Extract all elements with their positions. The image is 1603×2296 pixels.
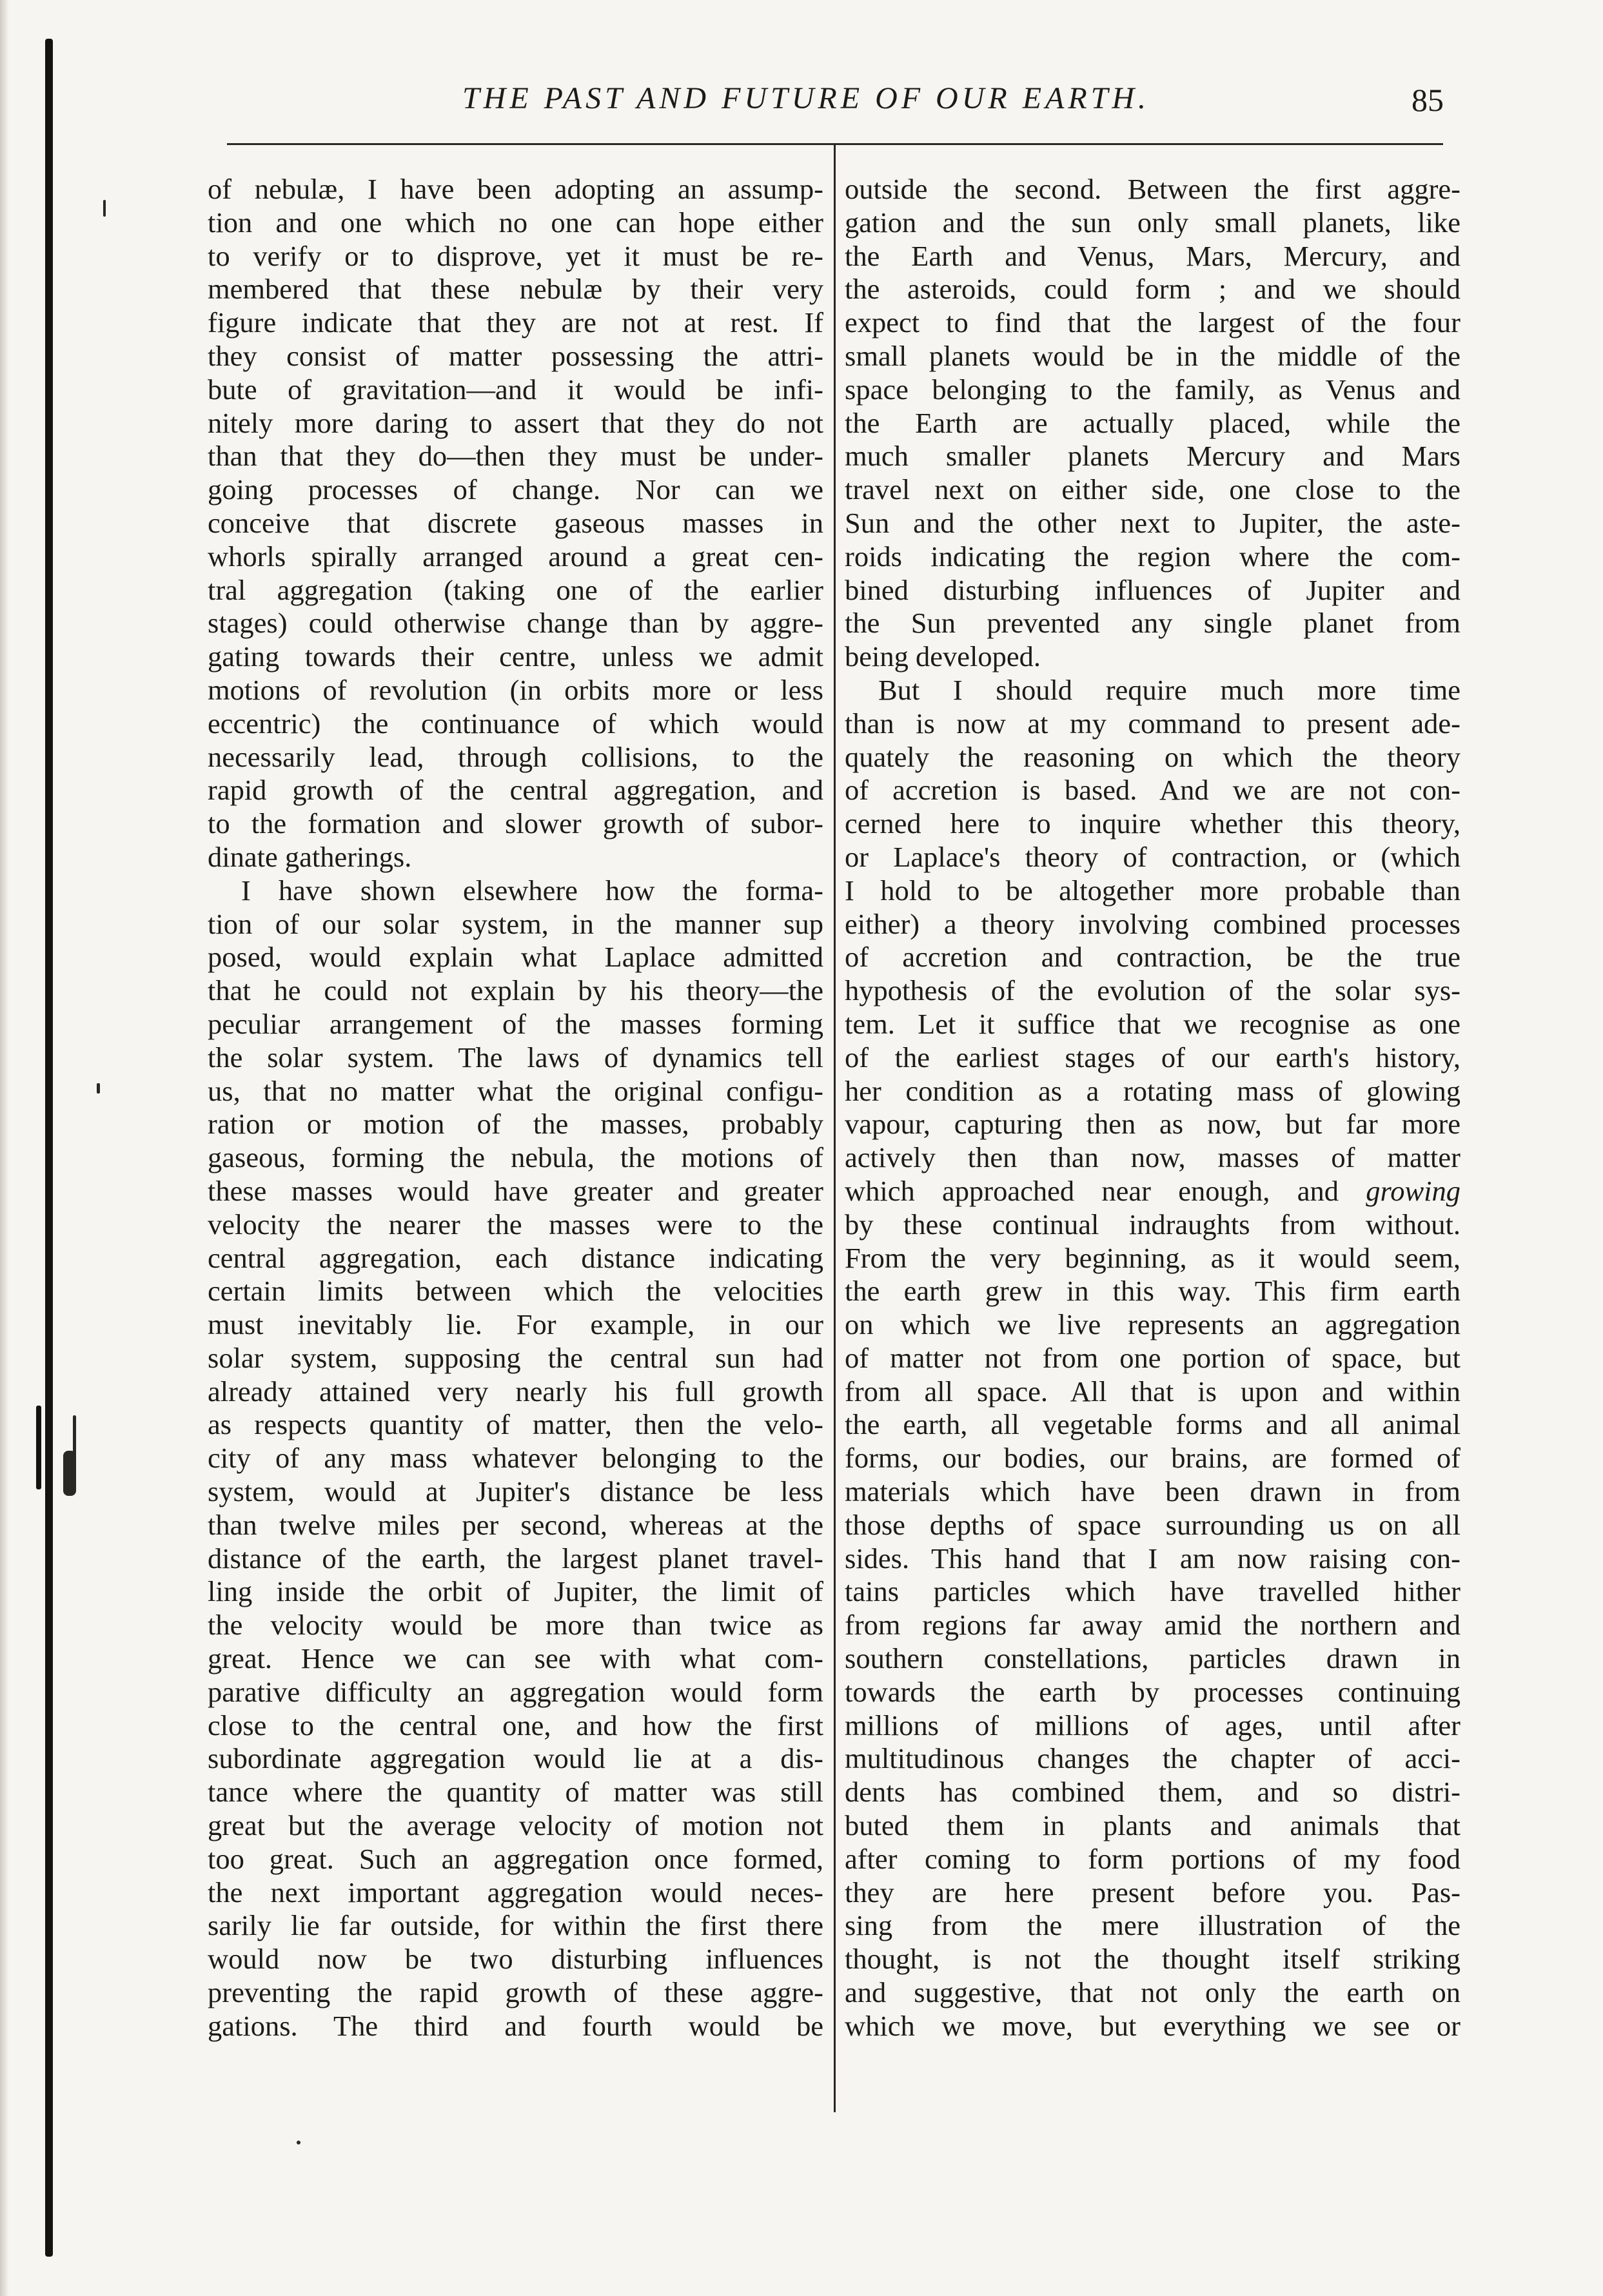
text-line: quately the reasoning on which the theory xyxy=(845,740,1460,773)
text-line: necessarily lead, through collisions, to the xyxy=(208,740,823,773)
text-line: vapour, capturing then as now, but far more xyxy=(845,1108,1460,1141)
text-line: space belonging to the family, as Venus and xyxy=(845,373,1460,406)
column-divider xyxy=(834,143,836,2112)
text-line: of accretion and contraction, be the true xyxy=(845,941,1460,974)
text-line: roids indicating the region where the com- xyxy=(845,540,1460,573)
text-line: from regions far away amid the northern and xyxy=(845,1609,1460,1642)
text-line: tral aggregation (taking one of the earlier xyxy=(208,573,823,606)
text-line: tion of our solar system, in the manner sup xyxy=(208,907,823,940)
text-line: tains particles which have travelled hither xyxy=(845,1575,1460,1608)
text-line: the Earth and Venus, Mars, Mercury, and xyxy=(845,239,1460,272)
text-line: nitely more daring to assert that they do not xyxy=(208,406,823,439)
text-line: than twelve miles per second, whereas at the xyxy=(208,1508,823,1541)
text-line: which approached near enough, and growing xyxy=(845,1174,1460,1207)
text-line: dents has combined them, and so distri- xyxy=(845,1776,1460,1809)
text-line: gations. The third and fourth would be xyxy=(208,2009,823,2042)
text-line: membered that these nebulæ by their very xyxy=(208,273,823,306)
text-line: on which we live represents an aggregation xyxy=(845,1308,1460,1341)
text-line: certain limits between which the velocities xyxy=(208,1275,823,1308)
text-line: I hold to be altogether more probable than xyxy=(845,874,1460,907)
text-line: small planets would be in the middle of the xyxy=(845,339,1460,372)
text-line: figure indicate that they are not at rest. If xyxy=(208,306,823,339)
text-line: sides. This hand that I am now raising con- xyxy=(845,1542,1460,1575)
text-line: close to the central one, and how the first xyxy=(208,1709,823,1742)
text-line: that he could not explain by his theory—the xyxy=(208,974,823,1007)
margin-scan-line xyxy=(45,39,53,2257)
text-line: of the earliest stages of our earth's history, xyxy=(845,1041,1460,1074)
text-line: bined disturbing influences of Jupiter and xyxy=(845,573,1460,606)
text-line: of matter not from one portion of space, but xyxy=(845,1341,1460,1374)
text-line: whorls spirally arranged around a great cen- xyxy=(208,540,823,573)
text-line: parative difficulty an aggregation would form xyxy=(208,1675,823,1708)
emphasis: growing xyxy=(1366,1174,1460,1207)
text-line: thought, is not the thought itself striking xyxy=(845,1943,1460,1976)
text-line: multitudinous changes the chapter of acci- xyxy=(845,1742,1460,1775)
text-line: would now be two disturbing influences xyxy=(208,1943,823,1976)
margin-speck xyxy=(103,200,106,217)
text-line: expect to find that the largest of the four xyxy=(845,306,1460,339)
text-line: her condition as a rotating mass of glowing xyxy=(845,1074,1460,1107)
text-line: eccentric) the continuance of which would xyxy=(208,707,823,740)
text-line: tion and one which no one can hope either xyxy=(208,206,823,239)
text-line: central aggregation, each distance indicating xyxy=(208,1241,823,1274)
text-line: to the formation and slower growth of subor- xyxy=(208,807,823,840)
text-line: either) a theory involving combined processes xyxy=(845,907,1460,940)
text-line: those depths of space surrounding us on all xyxy=(845,1508,1460,1541)
text-line: system, would at Jupiter's distance be less xyxy=(208,1475,823,1508)
text-line: buted them in plants and animals that xyxy=(845,1809,1460,1842)
text-line: being developed. xyxy=(845,640,1041,673)
text-line: gaseous, forming the nebula, the motions of xyxy=(208,1141,823,1174)
text-line: posed, would explain what Laplace admitted xyxy=(208,941,823,974)
text-line: rapid growth of the central aggregation, and xyxy=(208,774,823,807)
text-line: and suggestive, that not only the earth on xyxy=(845,1976,1460,2009)
text-line: or Laplace's theory of contraction, or (which xyxy=(845,840,1460,873)
text-line: the Sun prevented any single planet from xyxy=(845,607,1460,640)
text-line: must inevitably lie. For example, in our xyxy=(208,1308,823,1341)
running-head xyxy=(193,76,1419,141)
text-line: going processes of change. Nor can we xyxy=(208,473,823,506)
text-line: I have shown elsewhere how the forma- xyxy=(241,874,823,907)
margin-scan-mark xyxy=(36,1406,41,1489)
text-line: peculiar arrangement of the masses forming xyxy=(208,1007,823,1040)
text-line: But I should require much more time xyxy=(878,673,1460,706)
text-line: cerned here to inquire whether this theory, xyxy=(845,807,1460,840)
text-column-left xyxy=(208,173,823,2043)
text-line: already attained very nearly his full growth xyxy=(208,1375,823,1408)
text-line: than is now at my command to present ade- xyxy=(845,707,1460,740)
text-line: distance of the earth, the largest planet travel- xyxy=(208,1542,823,1575)
text-line: these masses would have greater and greater xyxy=(208,1174,823,1207)
text-line: the Earth are actually placed, while the xyxy=(845,406,1460,439)
text-line: great. Hence we can see with what com- xyxy=(208,1642,823,1675)
text-line: dinate gatherings. xyxy=(208,840,412,873)
text-line: gating towards their centre, unless we admit xyxy=(208,640,823,673)
page-speck xyxy=(297,2141,300,2144)
text-line: they are here present before you. Pas- xyxy=(845,1876,1460,1908)
text-line: the earth, all vegetable forms and all animal xyxy=(845,1408,1460,1441)
text-line: motions of revolution (in orbits more or less xyxy=(208,673,823,706)
text-line: towards the earth by processes continuing xyxy=(845,1675,1460,1708)
text-line: great but the average velocity of motion not xyxy=(208,1809,823,1842)
text-line: the earth grew in this way. This firm earth xyxy=(845,1275,1460,1308)
text-line: southern constellations, particles drawn in xyxy=(845,1642,1460,1675)
text-line: they consist of matter possessing the attri- xyxy=(208,339,823,372)
text-line: of nebulæ, I have been adopting an assump- xyxy=(208,173,823,205)
text-line: by these continual indraughts from without. xyxy=(845,1208,1460,1241)
text-line: city of any mass whatever belonging to the xyxy=(208,1442,823,1475)
text-line: tem. Let it suffice that we recognise as one xyxy=(845,1007,1460,1040)
page-number: 85 xyxy=(1411,82,1444,118)
text-line: the next important aggregation would neces- xyxy=(208,1876,823,1908)
text-line: sing from the mere illustration of the xyxy=(845,1909,1460,1942)
text-line: Sun and the other next to Jupiter, the aste- xyxy=(845,506,1460,539)
text-line: to verify or to disprove, yet it must be re- xyxy=(208,239,823,272)
text-line: solar system, supposing the central sun had xyxy=(208,1341,823,1374)
text-line: ration or motion of the masses, probably xyxy=(208,1108,823,1141)
text-line: hypothesis of the evolution of the solar sys- xyxy=(845,974,1460,1007)
text-line: of accretion is based. And we are not con- xyxy=(845,774,1460,807)
text-line: as respects quantity of matter, then the velo- xyxy=(208,1408,823,1441)
text-line: the asteroids, could form ; and we should xyxy=(845,273,1460,306)
text-line: subordinate aggregation would lie at a dis- xyxy=(208,1742,823,1775)
text-line: gation and the sun only small planets, like xyxy=(845,206,1460,239)
text-line: much smaller planets Mercury and Mars xyxy=(845,440,1460,473)
margin-speck xyxy=(97,1083,100,1094)
text-line: which we move, but everything we see or xyxy=(845,2009,1460,2042)
text-line: millions of millions of ages, until after xyxy=(845,1709,1460,1742)
text-line: after coming to form portions of my food xyxy=(845,1842,1460,1875)
text-line: us, that no matter what the original configu- xyxy=(208,1074,823,1107)
text-line: stages) could otherwise change than by aggre- xyxy=(208,607,823,640)
text-line: bute of gravitation—and it would be infi- xyxy=(208,373,823,406)
text-line: actively then than now, masses of matter xyxy=(845,1141,1460,1174)
page-title: THE PAST AND FUTURE OF OUR EARTH. xyxy=(462,81,1150,115)
text-line: ling inside the orbit of Jupiter, the limit of xyxy=(208,1575,823,1608)
text-line: outside the second. Between the first aggre- xyxy=(845,173,1460,205)
text-line: than that they do—then they must be under- xyxy=(208,440,823,473)
text-line: the velocity would be more than twice as xyxy=(208,1609,823,1642)
text-line: sarily lie far outside, for within the first there xyxy=(208,1909,823,1942)
text-line: tance where the quantity of matter was still xyxy=(208,1776,823,1809)
text-column-right xyxy=(845,173,1460,2043)
text-line: the solar system. The laws of dynamics tell xyxy=(208,1041,823,1074)
text-line: conceive that discrete gaseous masses in xyxy=(208,506,823,539)
text-line: travel next on either side, one close to the xyxy=(845,473,1460,506)
text-line: From the very beginning, as it would seem, xyxy=(845,1241,1460,1274)
text-line: too great. Such an aggregation once formed, xyxy=(208,1842,823,1875)
text-line: preventing the rapid growth of these aggre- xyxy=(208,1976,823,2009)
text-line: velocity the nearer the masses were to the xyxy=(208,1208,823,1241)
text-line: from all space. All that is upon and within xyxy=(845,1375,1460,1408)
binding-shadow xyxy=(0,0,9,2296)
text-line: forms, our bodies, our brains, are formed of xyxy=(845,1442,1460,1475)
margin-speck xyxy=(63,1451,76,1496)
text-line: materials which have been drawn in from xyxy=(845,1475,1460,1508)
